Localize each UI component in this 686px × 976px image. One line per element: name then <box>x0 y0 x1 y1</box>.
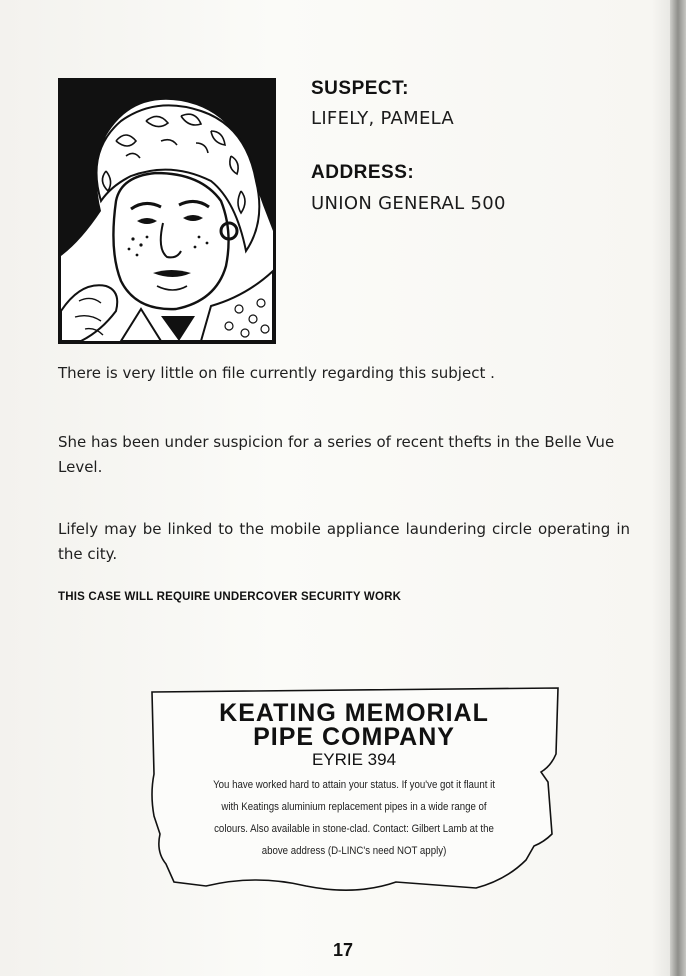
address-label: ADDRESS: <box>311 162 415 183</box>
suspect-label: SUSPECT: <box>311 78 409 99</box>
paragraph-thefts: She has been under suspicion for a series of recent thefts in the Belle Vue Level. <box>58 433 615 476</box>
advert-body-line: You have worked hard to attain your status. If you've got it flaunt it <box>213 779 495 791</box>
suspect-portrait <box>58 78 276 344</box>
advert-location: EYRIE 394 <box>311 750 397 769</box>
page-number: 17 <box>332 940 354 960</box>
keating-advert <box>146 684 562 896</box>
suspect-name: LIFELY, PAMELA <box>311 108 455 129</box>
paragraph-laundering: Lifely may be linked to the mobile appliance laundering circle operating in the city. <box>58 520 630 563</box>
advert-title-line2: PIPE COMPANY <box>253 723 455 751</box>
paragraph-file-status: There is very little on file currently regarding this subject . <box>58 364 495 382</box>
advert-body <box>196 774 513 862</box>
book-spine-edge <box>670 0 686 976</box>
advert-body-line: above address (D-LINC's need NOT apply) <box>261 845 447 857</box>
advert-body-line: colours. Also available in stone-clad. Contact: Gilbert Lamb at the <box>214 823 494 835</box>
advert-body-line: with Keatings aluminium replacement pipes in a wide range of <box>221 801 487 813</box>
address-value: UNION GENERAL 500 <box>311 193 506 214</box>
undercover-notice: THIS CASE WILL REQUIRE UNDERCOVER SECURITY WORK <box>58 591 402 603</box>
advert-title-line1: KEATING MEMORIAL <box>219 699 489 727</box>
